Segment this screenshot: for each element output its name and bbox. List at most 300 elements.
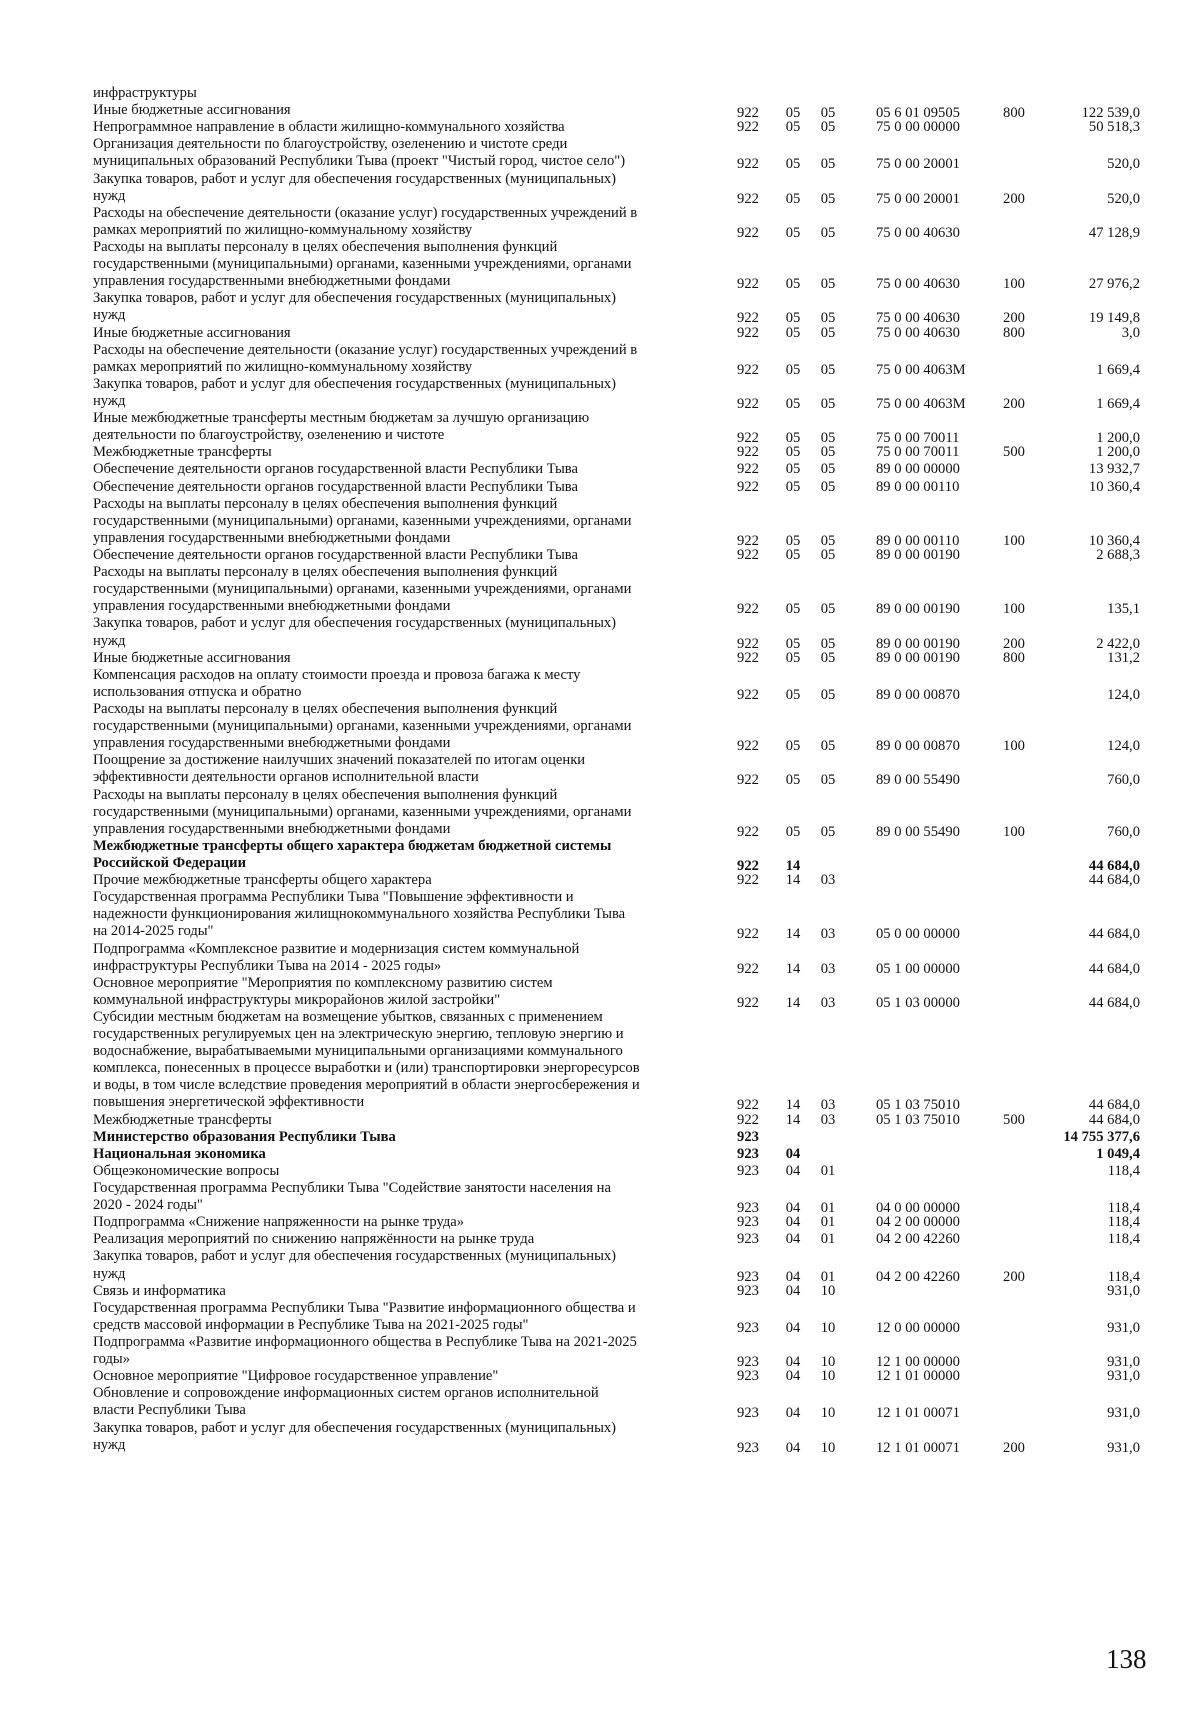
cell-subsection-code: 05 <box>820 772 836 789</box>
cell-subsection-code: 10 <box>820 1282 836 1299</box>
cell-subsection-code: 05 <box>820 361 836 378</box>
cell-expense-type: 800 <box>1003 649 1025 666</box>
row-description-line: Министерство образования Республики Тыва <box>93 1128 396 1145</box>
cell-target-article: 89 0 00 00870 <box>876 738 960 755</box>
cell-gr-code: 922 <box>737 738 759 755</box>
cell-section-code: 14 <box>785 926 801 943</box>
cell-section-code: 05 <box>785 395 801 412</box>
cell-amount: 122 539,0 <box>1081 105 1140 122</box>
row-description-line: государственными (муниципальными) органами, казенными учреждениями, органами <box>93 803 632 820</box>
cell-expense-type: 200 <box>1003 1439 1025 1456</box>
row-description-line: комплекса, понесенных в процессе выработки и (или) транспортировки энергоресурсов <box>93 1060 640 1077</box>
cell-amount: 2 688,3 <box>1096 546 1140 563</box>
cell-amount: 1 200,0 <box>1096 430 1140 447</box>
cell-subsection-code: 01 <box>820 1200 836 1217</box>
row-description-line: управления государственными внебюджетными фондами <box>93 529 451 546</box>
row-description-line: Расходы на обеспечение деятельности (оказание услуг) государственных учреждений в <box>93 341 638 358</box>
row-description-line: Расходы на выплаты персоналу в целях обеспечения выполнения функций <box>93 700 558 717</box>
cell-amount: 118,4 <box>1107 1231 1140 1248</box>
cell-subsection-code: 03 <box>820 926 836 943</box>
cell-amount: 10 360,4 <box>1088 532 1140 549</box>
cell-subsection-code: 05 <box>820 823 836 840</box>
cell-target-article: 75 0 00 40630 <box>876 324 960 341</box>
cell-target-article: 75 0 00 40630 <box>876 224 960 241</box>
cell-section-code: 04 <box>785 1439 801 1456</box>
row-description-line: водоснабжение, вырабатываемыми муниципальными организациями коммунального <box>93 1043 623 1060</box>
cell-gr-code: 922 <box>737 872 759 889</box>
cell-section-code: 05 <box>785 461 801 478</box>
cell-amount: 118,4 <box>1107 1200 1140 1217</box>
cell-section-code: 04 <box>785 1231 801 1248</box>
cell-subsection-code: 05 <box>820 532 836 549</box>
cell-amount: 118,4 <box>1107 1268 1140 1285</box>
cell-section-code: 04 <box>785 1214 801 1231</box>
cell-section-code: 05 <box>785 478 801 495</box>
cell-expense-type: 200 <box>1003 1268 1025 1285</box>
row-description-line: государственными (муниципальными) органами, казенными учреждениями, органами <box>93 256 632 273</box>
cell-target-article: 12 1 01 00071 <box>876 1405 960 1422</box>
cell-section-code: 05 <box>785 532 801 549</box>
cell-subsection-code: 03 <box>820 960 836 977</box>
row-description-line: Межбюджетные трансферты <box>93 1111 272 1128</box>
cell-amount: 520,0 <box>1107 190 1140 207</box>
cell-section-code: 05 <box>785 738 801 755</box>
cell-gr-code: 922 <box>737 994 759 1011</box>
row-description-line: Расходы на выплаты персоналу в целях обеспечения выполнения функций <box>93 564 558 581</box>
cell-gr-code: 922 <box>737 823 759 840</box>
cell-gr-code: 922 <box>737 601 759 618</box>
row-description-line: государственными (муниципальными) органами, казенными учреждениями, органами <box>93 512 632 529</box>
cell-gr-code: 923 <box>737 1268 759 1285</box>
cell-expense-type: 100 <box>1003 276 1025 293</box>
cell-gr-code: 922 <box>737 361 759 378</box>
cell-section-code: 14 <box>785 1097 801 1114</box>
row-description-line: управления государственными внебюджетными фондами <box>93 598 451 615</box>
cell-target-article: 89 0 00 00110 <box>876 478 960 495</box>
row-description-line: и воды, в том числе вследствие проведения мероприятий в области энергосбережения и <box>93 1077 640 1094</box>
cell-amount: 19 149,8 <box>1088 310 1140 327</box>
cell-subsection-code: 10 <box>820 1405 836 1422</box>
cell-target-article: 75 0 00 40630 <box>876 276 960 293</box>
cell-gr-code: 922 <box>737 926 759 943</box>
cell-subsection-code: 05 <box>820 430 836 447</box>
cell-gr-code: 922 <box>737 532 759 549</box>
cell-amount: 2 422,0 <box>1096 635 1140 652</box>
cell-gr-code: 922 <box>737 444 759 461</box>
cell-subsection-code: 05 <box>820 119 836 136</box>
cell-amount: 3,0 <box>1121 324 1140 341</box>
row-description-line: Государственная программа Республики Тыва "Развитие информационного общества и <box>93 1299 636 1316</box>
cell-expense-type: 800 <box>1003 105 1025 122</box>
row-description-line: нужд <box>93 307 126 324</box>
cell-gr-code: 922 <box>737 276 759 293</box>
cell-gr-code: 922 <box>737 1097 759 1114</box>
cell-target-article: 75 0 00 4063М <box>876 361 966 378</box>
cell-gr-code: 922 <box>737 857 759 874</box>
cell-subsection-code: 05 <box>820 324 836 341</box>
cell-target-article: 89 0 00 00190 <box>876 635 960 652</box>
row-description-line: коммунальной инфраструктуры микрорайонов жилой застройки" <box>93 991 501 1008</box>
cell-subsection-code: 05 <box>820 156 836 173</box>
cell-section-code: 05 <box>785 430 801 447</box>
row-description-line: Закупка товаров, работ и услуг для обеспечения государственных (муниципальных) <box>93 615 617 632</box>
cell-section-code: 04 <box>785 1282 801 1299</box>
cell-amount: 47 128,9 <box>1088 224 1140 241</box>
cell-section-code: 04 <box>785 1268 801 1285</box>
cell-section-code: 05 <box>785 649 801 666</box>
cell-target-article: 89 0 00 00000 <box>876 461 960 478</box>
cell-section-code: 04 <box>785 1368 801 1385</box>
cell-amount: 44 684,0 <box>1088 1111 1140 1128</box>
cell-expense-type: 200 <box>1003 190 1025 207</box>
cell-gr-code: 922 <box>737 461 759 478</box>
row-description-line: Прочие межбюджетные трансферты общего характера <box>93 872 432 889</box>
row-description-line: Обновление и сопровождение информационных систем органов исполнительной <box>93 1385 599 1402</box>
cell-subsection-code: 05 <box>820 635 836 652</box>
cell-amount: 44 684,0 <box>1088 960 1140 977</box>
cell-section-code: 05 <box>785 276 801 293</box>
cell-section-code: 14 <box>785 1111 801 1128</box>
cell-subsection-code: 05 <box>820 444 836 461</box>
cell-section-code: 05 <box>785 601 801 618</box>
cell-amount: 931,0 <box>1107 1405 1140 1422</box>
cell-gr-code: 922 <box>737 324 759 341</box>
cell-amount: 931,0 <box>1107 1282 1140 1299</box>
cell-target-article: 89 0 00 00870 <box>876 686 960 703</box>
row-description-line: Закупка товаров, работ и услуг для обеспечения государственных (муниципальных) <box>93 170 617 187</box>
row-description-line: Иные бюджетные ассигнования <box>93 324 291 341</box>
cell-target-article: 89 0 00 00190 <box>876 649 960 666</box>
cell-gr-code: 922 <box>737 119 759 136</box>
row-description-line: повышения энергетической эффективности <box>93 1094 365 1111</box>
cell-amount: 124,0 <box>1107 738 1140 755</box>
row-description-line: инфраструктуры <box>93 85 197 101</box>
row-description-line: Расходы на выплаты персоналу в целях обеспечения выполнения функций <box>93 238 558 255</box>
cell-amount: 14 755 377,6 <box>1063 1128 1140 1145</box>
row-description-line: Расходы на выплаты персоналу в целях обеспечения выполнения функций <box>93 786 558 803</box>
cell-section-code: 05 <box>785 324 801 341</box>
cell-subsection-code: 05 <box>820 105 836 122</box>
row-description-line: надежности функционирования жилищнокоммунального хозяйства Республики Тыва <box>93 906 626 923</box>
cell-gr-code: 923 <box>737 1145 759 1162</box>
row-description-line: инфраструктуры Республики Тыва на 2014 - 2025 годы» <box>93 957 442 974</box>
cell-amount: 760,0 <box>1107 823 1140 840</box>
cell-subsection-code: 03 <box>820 872 836 889</box>
row-description-line: власти Республики Тыва <box>93 1402 246 1419</box>
cell-target-article: 05 0 00 00000 <box>876 926 960 943</box>
cell-gr-code: 922 <box>737 310 759 327</box>
cell-amount: 931,0 <box>1107 1319 1140 1336</box>
cell-gr-code: 922 <box>737 105 759 122</box>
cell-section-code: 05 <box>785 772 801 789</box>
cell-expense-type: 100 <box>1003 532 1025 549</box>
cell-amount: 1 049,4 <box>1096 1145 1140 1162</box>
cell-target-article: 12 1 01 00071 <box>876 1439 960 1456</box>
cell-section-code: 14 <box>785 857 801 874</box>
cell-section-code: 05 <box>785 444 801 461</box>
cell-subsection-code: 10 <box>820 1368 836 1385</box>
row-description-line: муниципальных образований Республики Тыва (проект "Чистый город, чистое село") <box>93 153 626 170</box>
cell-subsection-code: 05 <box>820 478 836 495</box>
cell-gr-code: 923 <box>737 1214 759 1231</box>
row-description-line: Компенсация расходов на оплату стоимости проезда и провоза багажа к месту <box>93 666 581 683</box>
row-description-line: Обеспечение деятельности органов государственной власти Республики Тыва <box>93 546 578 563</box>
row-description-line: Межбюджетные трансферты общего характера бюджетам бюджетной системы <box>93 837 612 854</box>
cell-amount: 44 684,0 <box>1088 994 1140 1011</box>
cell-target-article: 75 0 00 20001 <box>876 156 960 173</box>
cell-subsection-code: 01 <box>820 1162 836 1179</box>
row-description-line: Подпрограмма «Развитие информационного общества в Республике Тыва на 2021-2025 <box>93 1334 637 1351</box>
row-description-line: Иные бюджетные ассигнования <box>93 649 291 666</box>
cell-amount: 1 669,4 <box>1096 361 1140 378</box>
cell-section-code: 04 <box>785 1405 801 1422</box>
cell-expense-type: 500 <box>1003 1111 1025 1128</box>
cell-subsection-code: 01 <box>820 1231 836 1248</box>
cell-subsection-code: 01 <box>820 1268 836 1285</box>
row-description-line: нужд <box>93 632 126 649</box>
row-description-line: Межбюджетные трансферты <box>93 444 272 461</box>
cell-gr-code: 923 <box>737 1439 759 1456</box>
cell-amount: 13 932,7 <box>1088 461 1140 478</box>
row-description-line: Связь и информатика <box>93 1282 226 1299</box>
row-description-line: рамках мероприятий по жилищно-коммунальному хозяйству <box>93 358 473 375</box>
cell-subsection-code: 05 <box>820 461 836 478</box>
cell-target-article: 75 0 00 4063М <box>876 395 966 412</box>
cell-target-article: 12 1 00 00000 <box>876 1354 960 1371</box>
cell-gr-code: 922 <box>737 546 759 563</box>
cell-section-code: 05 <box>785 156 801 173</box>
cell-target-article: 04 0 00 00000 <box>876 1200 960 1217</box>
cell-target-article: 05 1 00 00000 <box>876 960 960 977</box>
cell-gr-code: 923 <box>737 1282 759 1299</box>
cell-gr-code: 923 <box>737 1128 759 1145</box>
row-description-line: Российской Федерации <box>93 854 246 871</box>
row-description-line: Подпрограмма «Комплексное развитие и модернизация систем коммунальной <box>93 940 580 957</box>
row-description-line: нужд <box>93 1265 126 1282</box>
row-description-line: Закупка товаров, работ и услуг для обеспечения государственных (муниципальных) <box>93 290 617 307</box>
row-description-line: деятельности по благоустройству, озеленению и чистоте <box>93 427 445 444</box>
cell-gr-code: 922 <box>737 960 759 977</box>
row-description-line: Субсидии местным бюджетам на возмещение убытков, связанных с применением <box>93 1008 603 1025</box>
cell-expense-type: 800 <box>1003 324 1025 341</box>
cell-subsection-code: 03 <box>820 1097 836 1114</box>
cell-amount: 931,0 <box>1107 1439 1140 1456</box>
row-description-line: государственными (муниципальными) органами, казенными учреждениями, органами <box>93 718 632 735</box>
cell-subsection-code: 10 <box>820 1319 836 1336</box>
row-description-line: нужд <box>93 1436 126 1453</box>
cell-section-code: 05 <box>785 310 801 327</box>
cell-amount: 118,4 <box>1107 1214 1140 1231</box>
cell-section-code: 05 <box>785 635 801 652</box>
cell-amount: 44 684,0 <box>1088 926 1140 943</box>
row-description-line: Национальная экономика <box>93 1145 266 1162</box>
cell-section-code: 05 <box>785 686 801 703</box>
cell-amount: 27 976,2 <box>1088 276 1140 293</box>
cell-section-code: 04 <box>785 1354 801 1371</box>
row-description-line: годы» <box>93 1351 131 1368</box>
cell-section-code: 05 <box>785 190 801 207</box>
row-description-line: Закупка товаров, работ и услуг для обеспечения государственных (муниципальных) <box>93 1419 617 1436</box>
cell-amount: 50 518,3 <box>1088 119 1140 136</box>
cell-target-article: 04 2 00 42260 <box>876 1268 960 1285</box>
cell-expense-type: 200 <box>1003 395 1025 412</box>
cell-target-article: 04 2 00 42260 <box>876 1231 960 1248</box>
cell-section-code: 14 <box>785 960 801 977</box>
row-description-line: Подпрограмма «Снижение напряженности на рынке труда» <box>93 1214 465 1231</box>
cell-subsection-code: 05 <box>820 310 836 327</box>
row-description-line: нужд <box>93 392 126 409</box>
cell-section-code: 04 <box>785 1200 801 1217</box>
cell-subsection-code: 05 <box>820 601 836 618</box>
cell-gr-code: 922 <box>737 430 759 447</box>
row-description-line: Общеэкономические вопросы <box>93 1162 280 1179</box>
row-description-line: средств массовой информации в Республике Тыва на 2021-2025 годы" <box>93 1316 529 1333</box>
row-description-line: Закупка товаров, работ и услуг для обеспечения государственных (муниципальных) <box>93 1248 617 1265</box>
cell-expense-type: 100 <box>1003 601 1025 618</box>
row-description-line: 2020 - 2024 годы" <box>93 1197 203 1214</box>
cell-subsection-code: 05 <box>820 649 836 666</box>
cell-target-article: 75 0 00 70011 <box>876 444 960 461</box>
row-description-line: использования отпуска и обратно <box>93 683 302 700</box>
cell-target-article: 05 1 03 00000 <box>876 994 960 1011</box>
cell-target-article: 05 6 01 09505 <box>876 105 960 122</box>
cell-gr-code: 922 <box>737 224 759 241</box>
cell-section-code: 05 <box>785 361 801 378</box>
cell-amount: 44 684,0 <box>1088 872 1140 889</box>
cell-amount: 124,0 <box>1107 686 1140 703</box>
row-description-line: Иные межбюджетные трансферты местным бюджетам за лучшую организацию <box>93 410 590 427</box>
cell-gr-code: 923 <box>737 1405 759 1422</box>
cell-target-article: 89 0 00 55490 <box>876 823 960 840</box>
cell-gr-code: 922 <box>737 190 759 207</box>
cell-subsection-code: 03 <box>820 994 836 1011</box>
row-description-line: управления государственными внебюджетными фондами <box>93 273 451 290</box>
cell-gr-code: 922 <box>737 478 759 495</box>
cell-section-code: 04 <box>785 1145 801 1162</box>
cell-subsection-code: 05 <box>820 190 836 207</box>
row-description-line: Непрограммное направление в области жилищно-коммунального хозяйства <box>93 119 565 136</box>
cell-amount: 44 684,0 <box>1088 1097 1140 1114</box>
row-description-line: Поощрение за достижение наилучших значений показателей по итогам оценки <box>93 752 586 769</box>
cell-target-article: 89 0 00 00110 <box>876 532 960 549</box>
cell-section-code: 05 <box>785 546 801 563</box>
cell-amount: 520,0 <box>1107 156 1140 173</box>
cell-target-article: 75 0 00 20001 <box>876 190 960 207</box>
cell-section-code: 14 <box>785 994 801 1011</box>
cell-target-article: 75 0 00 00000 <box>876 119 960 136</box>
row-description-line: рамках мероприятий по жилищно-коммунальному хозяйству <box>93 221 473 238</box>
cell-subsection-code: 05 <box>820 738 836 755</box>
cell-section-code: 05 <box>785 224 801 241</box>
cell-amount: 1 669,4 <box>1096 395 1140 412</box>
cell-amount: 131,2 <box>1107 649 1140 666</box>
cell-gr-code: 922 <box>737 156 759 173</box>
cell-gr-code: 923 <box>737 1354 759 1371</box>
cell-expense-type: 100 <box>1003 738 1025 755</box>
cell-gr-code: 922 <box>737 649 759 666</box>
row-description-line: Закупка товаров, работ и услуг для обеспечения государственных (муниципальных) <box>93 375 617 392</box>
cell-amount: 118,4 <box>1107 1162 1140 1179</box>
cell-target-article: 05 1 03 75010 <box>876 1097 960 1114</box>
cell-amount: 931,0 <box>1107 1354 1140 1371</box>
cell-gr-code: 922 <box>737 635 759 652</box>
row-description-line: Иные бюджетные ассигнования <box>93 102 291 119</box>
cell-target-article: 89 0 00 00190 <box>876 546 960 563</box>
row-description-line: Организация деятельности по благоустройству, озеленению и чистоте среди <box>93 136 568 153</box>
cell-target-article: 89 0 00 55490 <box>876 772 960 789</box>
cell-gr-code: 922 <box>737 772 759 789</box>
cell-expense-type: 500 <box>1003 444 1025 461</box>
cell-gr-code: 923 <box>737 1162 759 1179</box>
cell-target-article: 75 0 00 40630 <box>876 310 960 327</box>
cell-section-code: 05 <box>785 119 801 136</box>
row-description-line: нужд <box>93 187 126 204</box>
cell-gr-code: 922 <box>737 686 759 703</box>
row-description-line: управления государственными внебюджетными фондами <box>93 735 451 752</box>
cell-gr-code: 923 <box>737 1368 759 1385</box>
row-description-line: Государственная программа Республики Тыва "Содействие занятости населения на <box>93 1180 611 1197</box>
row-description-line: на 2014-2025 годы" <box>93 923 214 940</box>
cell-subsection-code: 10 <box>820 1439 836 1456</box>
cell-target-article: 05 1 03 75010 <box>876 1111 960 1128</box>
cell-gr-code: 922 <box>737 395 759 412</box>
row-description-line: государственных регулируемых цен на электрическую энергию, тепловую энергию и <box>93 1026 624 1043</box>
cell-amount: 44 684,0 <box>1088 857 1140 874</box>
page-number: 138 <box>1106 1644 1147 1674</box>
cell-gr-code: 922 <box>737 1111 759 1128</box>
cell-section-code: 05 <box>785 105 801 122</box>
cell-subsection-code: 01 <box>820 1214 836 1231</box>
cell-subsection-code: 05 <box>820 224 836 241</box>
cell-subsection-code: 10 <box>820 1354 836 1371</box>
row-description-line: Государственная программа Республики Тыва "Повышение эффективности и <box>93 889 574 906</box>
row-description-line: Расходы на обеспечение деятельности (оказание услуг) государственных учреждений в <box>93 204 638 221</box>
cell-target-article: 12 1 01 00000 <box>876 1368 960 1385</box>
cell-gr-code: 923 <box>737 1200 759 1217</box>
cell-amount: 135,1 <box>1107 601 1140 618</box>
cell-section-code: 04 <box>785 1319 801 1336</box>
cell-subsection-code: 05 <box>820 686 836 703</box>
row-description-line: государственными (муниципальными) органами, казенными учреждениями, органами <box>93 581 632 598</box>
cell-gr-code: 923 <box>737 1319 759 1336</box>
row-description-line: Основное мероприятие "Мероприятия по комплексному развитию систем <box>93 974 553 991</box>
cell-section-code: 04 <box>785 1162 801 1179</box>
cell-gr-code: 923 <box>737 1231 759 1248</box>
row-description-line: эффективности деятельности органов исполнительной власти <box>93 769 479 786</box>
cell-target-article: 04 2 00 00000 <box>876 1214 960 1231</box>
cell-target-article: 12 0 00 00000 <box>876 1319 960 1336</box>
cell-amount: 1 200,0 <box>1096 444 1140 461</box>
cell-amount: 10 360,4 <box>1088 478 1140 495</box>
cell-target-article: 75 0 00 70011 <box>876 430 960 447</box>
row-description-line: Обеспечение деятельности органов государственной власти Республики Тыва <box>93 478 578 495</box>
cell-subsection-code: 03 <box>820 1111 836 1128</box>
cell-amount: 931,0 <box>1107 1368 1140 1385</box>
cell-amount: 760,0 <box>1107 772 1140 789</box>
row-description-line: Обеспечение деятельности органов государственной власти Республики Тыва <box>93 461 578 478</box>
row-description-line: Расходы на выплаты персоналу в целях обеспечения выполнения функций <box>93 495 558 512</box>
row-description-line: управления государственными внебюджетными фондами <box>93 820 451 837</box>
cell-subsection-code: 05 <box>820 395 836 412</box>
cell-subsection-code: 05 <box>820 546 836 563</box>
cell-target-article: 89 0 00 00190 <box>876 601 960 618</box>
row-description-line: Основное мероприятие "Цифровое государственное управление" <box>93 1368 499 1385</box>
row-description-line: Реализация мероприятий по снижению напряжённости на рынке труда <box>93 1231 535 1248</box>
cell-section-code: 14 <box>785 872 801 889</box>
cell-subsection-code: 05 <box>820 276 836 293</box>
cell-expense-type: 100 <box>1003 823 1025 840</box>
cell-expense-type: 200 <box>1003 635 1025 652</box>
